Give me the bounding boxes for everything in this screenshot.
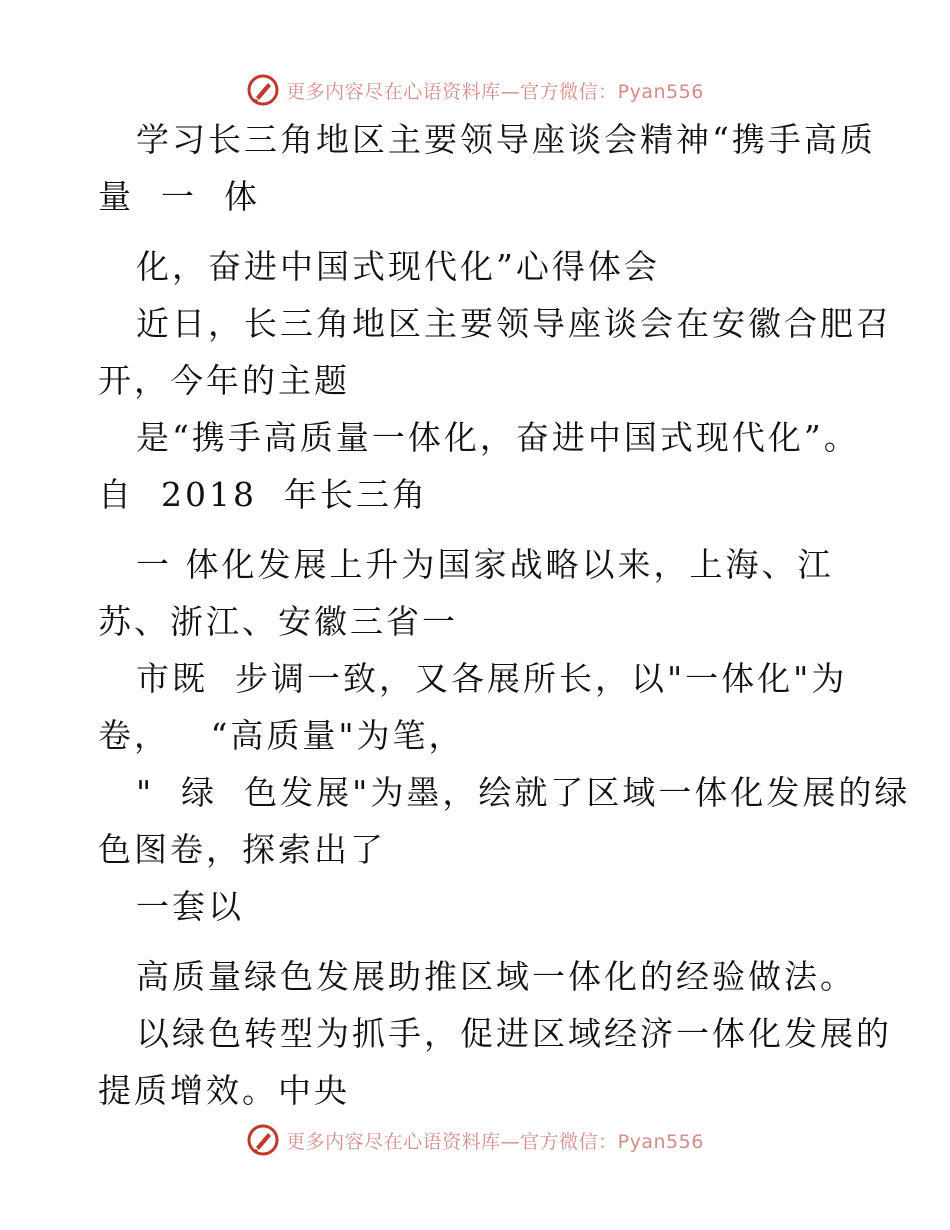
text-line: 近日，长三角地区主要领导座谈会在安徽合肥召 (136, 304, 892, 343)
text-line: 高质量绿色发展助推区域一体化的经验做法。 (136, 957, 856, 996)
text-line: 卷， “高质量"为笔， (98, 716, 465, 755)
text-line: 一套以 (136, 887, 244, 926)
text-line: 提质增效。中央 (98, 1071, 350, 1110)
watermark-footer (0, 1122, 950, 1158)
logo-icon (246, 73, 280, 107)
text-line: 开，今年的主题 (98, 361, 350, 400)
text-line: 一 体化发展上升为国家战略以来，上海、江 (136, 545, 834, 584)
text-line: 色图卷，探索出了 (98, 830, 386, 869)
text-line: 自 2018 年长三角 (98, 475, 428, 514)
text-line: 苏、浙江、安徽三省一 (98, 602, 458, 641)
watermark-text: 更多内容尽在心语资料库—官方微信：Pyan556 (286, 1130, 704, 1153)
text-line: 是“携手高质量一体化，奋进中国式现代化”。 (136, 418, 860, 457)
text-line: 市既 步调一致，又各展所长，以"一体化"为 (136, 659, 848, 698)
text-line: 化，奋进中国式现代化”心得体会 (136, 247, 660, 286)
text-line: " 绿 色发展"为墨，绘就了区域一体化发展的绿 (136, 773, 911, 812)
watermark-header (0, 72, 950, 108)
logo-icon (246, 1123, 280, 1157)
text-line: 以绿色转型为抓手，促进区域经济一体化发展的 (136, 1014, 892, 1053)
text-line: 量 一 体 (98, 177, 260, 216)
text-line: 学习长三角地区主要领导座谈会精神“携手高质 (136, 120, 876, 159)
watermark-text: 更多内容尽在心语资料库—官方微信：Pyan556 (286, 80, 704, 103)
